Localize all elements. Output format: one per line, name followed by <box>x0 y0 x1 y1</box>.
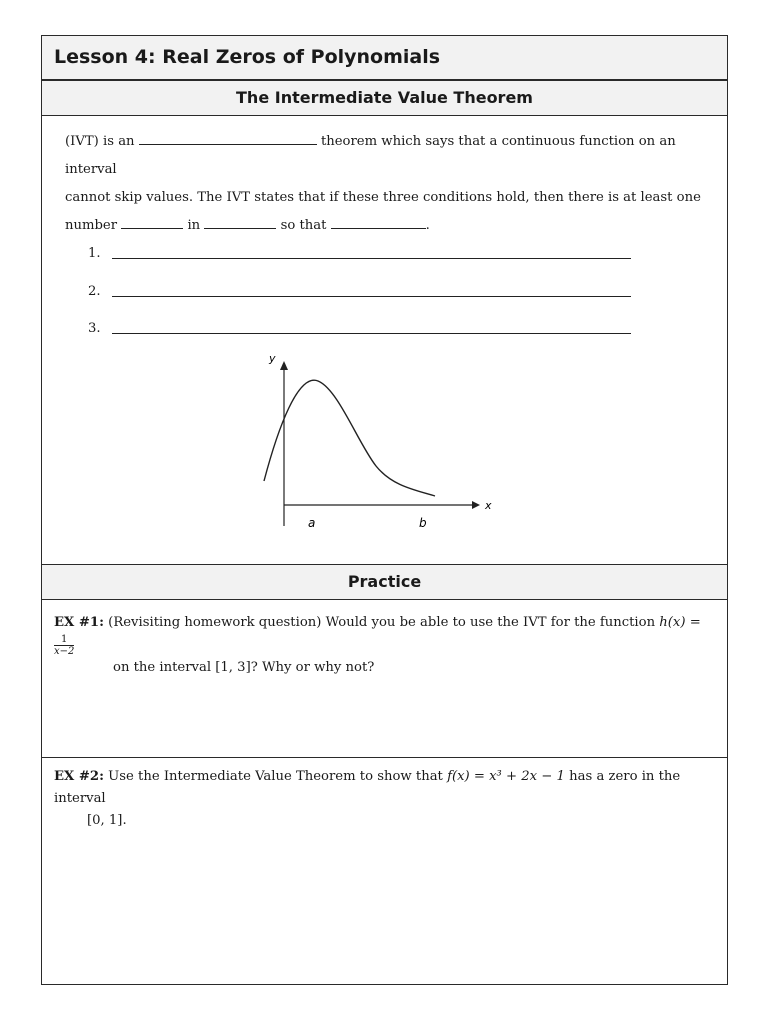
example-1-fraction <box>54 634 74 657</box>
example-2-text-b: has a zero in the interval <box>54 769 681 806</box>
x-axis-arrow <box>472 501 480 509</box>
example-2-text: Use the Intermediate Value Theorem to show that <box>108 769 443 784</box>
example-2-function: f(x) = x³ + 2x − 1 <box>447 769 565 784</box>
section-header-ivt: The Intermediate Value Theorem <box>42 80 727 116</box>
ivt-text-3b: in <box>187 218 201 233</box>
condition-row-2 <box>88 284 110 299</box>
worksheet-frame <box>41 35 728 985</box>
fraction-numerator: 1 <box>54 634 74 646</box>
point-a-label: a <box>308 516 316 530</box>
function-curve <box>264 380 435 496</box>
condition-line[interactable] <box>112 296 631 297</box>
ivt-text-3d: . <box>425 218 430 233</box>
condition-row-3 <box>88 321 110 336</box>
example-1-text: (Revisiting homework question) Would you be able to use the IVT for the function <box>108 615 656 630</box>
ivt-text-1a: (IVT) is an <box>65 134 135 149</box>
example-1 <box>54 612 719 679</box>
ivt-paragraph <box>65 128 715 240</box>
section-header-practice: Practice <box>42 564 727 600</box>
condition-number: 3. <box>88 321 101 336</box>
example-1-function: h(x) = <box>659 615 701 630</box>
condition-row-1 <box>88 246 110 261</box>
point-b-label: b <box>419 516 427 530</box>
ivt-text-3c: so that <box>280 218 327 233</box>
lesson-title: Lesson 4: Real Zeros of Polynomials <box>42 36 727 80</box>
y-axis-label: y <box>269 352 276 365</box>
example-2-label: EX #2: <box>54 769 104 784</box>
ivt-text-3a: number <box>65 218 118 233</box>
fraction-denominator: x−2 <box>54 646 75 657</box>
condition-line[interactable] <box>112 258 631 259</box>
fill-blank-number[interactable] <box>121 213 183 229</box>
x-axis-label: x <box>485 499 492 512</box>
condition-number: 2. <box>88 284 101 299</box>
ivt-graph <box>260 348 500 532</box>
ivt-text-2: cannot skip values. The IVT states that if these three conditions hold, then there is at least one <box>65 190 701 205</box>
y-axis-arrow <box>280 361 288 370</box>
fill-blank-condition[interactable] <box>331 213 426 229</box>
condition-line[interactable] <box>112 333 631 334</box>
example-2 <box>54 766 719 832</box>
fill-blank-theorem-type[interactable] <box>139 129 317 145</box>
ivt-text-1b: theorem which says that a continuous function on an interval <box>65 134 676 177</box>
fill-blank-interval[interactable] <box>204 213 276 229</box>
example-1-text-cont: on the interval [1, 3]? Why or why not? <box>113 660 375 675</box>
example-2-interval: [0, 1]. <box>87 813 127 828</box>
example-divider <box>42 757 727 758</box>
example-1-label: EX #1: <box>54 615 104 630</box>
condition-number: 1. <box>88 246 101 261</box>
